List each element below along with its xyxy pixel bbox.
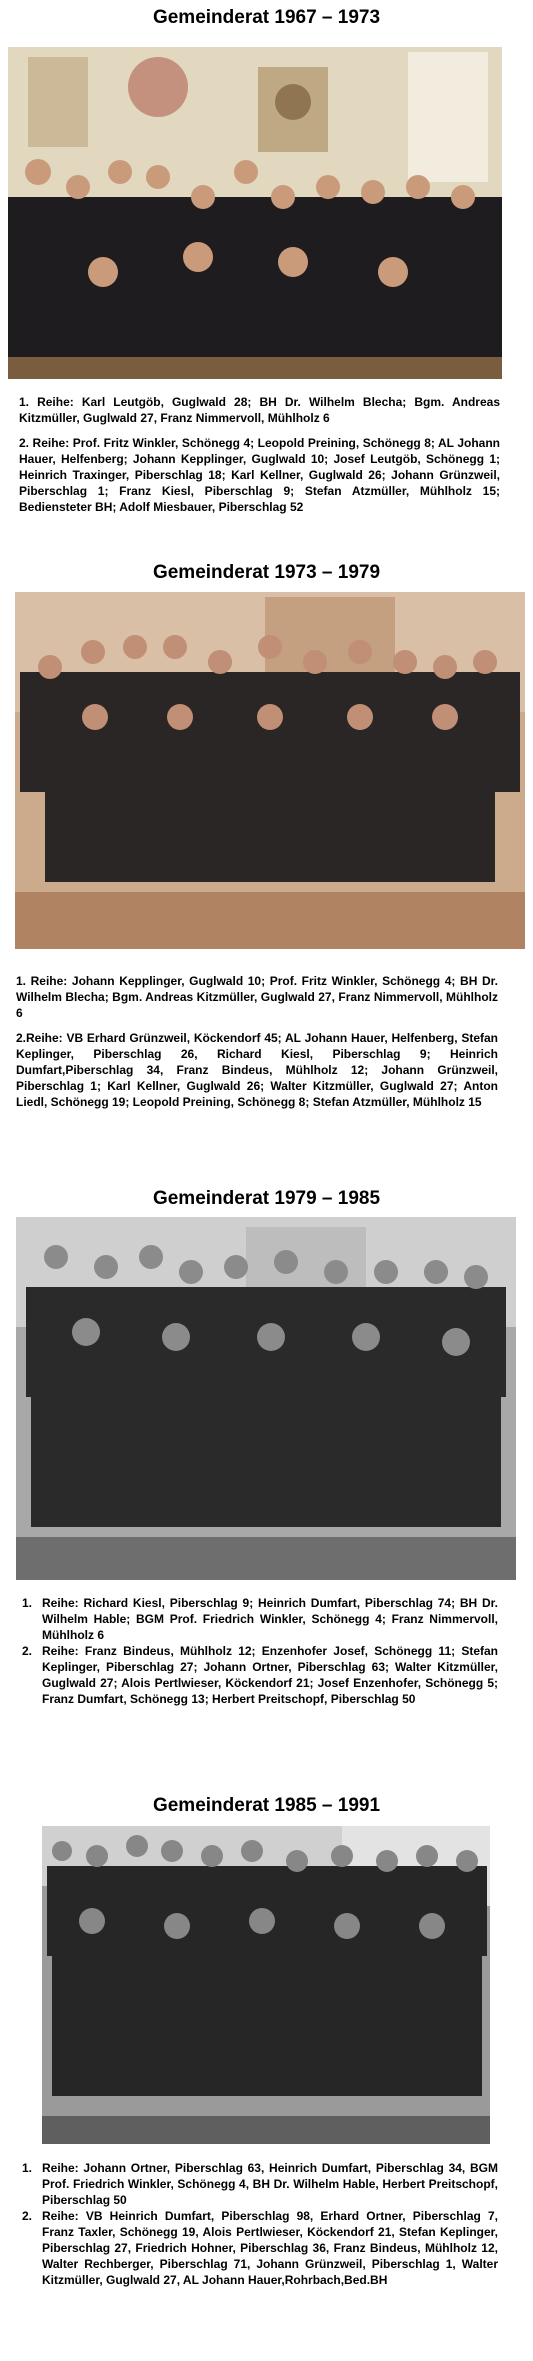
group-photo-1973 — [15, 592, 525, 949]
caption-row-2: 2. Reihe: Prof. Fritz Winkler, Schönegg 4; Leopold Preining, Schönegg 8; AL Johann Hauer, Helfenberg; Johann Kepplinger, Guglwald 10; Josef Leutgöb, Schönegg 1; Heinrich Traxinger, Piberschlag 18; Karl Kellner, Guglwald 26; Johann Grünzweil, Piberschlag 1; Franz Kiesl, Piberschlag 9; Stefan Atzmüller, Mühlholz 15; Bediensteter BH; Adolf Miesbauer, Piberschlag 52 — [19, 436, 500, 514]
caption-row-1: 1. Reihe: Johann Kepplinger, Guglwald 10; Prof. Fritz Winkler, Schönegg 4; BH Dr. Wilhelm Blecha; Bgm. Andreas Kitzmüller, Guglwald 27, Franz Nimmervoll, Mühlholz 6 — [16, 974, 498, 1020]
caption-1979 — [20, 1595, 498, 1707]
group-photo-1979 — [16, 1217, 516, 1580]
caption-row-1: 1. Reihe: Richard Kiesl, Piberschlag 9; Heinrich Dumfart, Piberschlag 74; BH Dr. Wilhelm Hable; BGM Prof. Friedrich Winkler, Schönegg 4; Franz Nimmervoll, Mühlholz 6 — [22, 1596, 498, 1642]
group-photo-1985 — [42, 1826, 490, 2144]
section-title-1985: Gemeinderat 1985 – 1991 — [152, 1795, 381, 1816]
caption-row-2: 2. Reihe: Franz Bindeus, Mühlholz 12; Enzenhofer Josef, Schönegg 11; Stefan Keplinger, Piberschlag 27; Johann Ortner, Piberschlag 63; Walter Kitzmüller, Guglwald 27; Alois Pertlwieser, Köckendorf 21; Josef Enzenhofer, Schönegg 5; Franz Dumfart, Schönegg 13; Herbert Preitschopf, Piberschlag 50 — [22, 1644, 498, 1706]
section-title-1967: Gemeinderat 1967 – 1973 — [152, 7, 381, 28]
caption-1985 — [20, 2160, 498, 2288]
caption-1967 — [19, 394, 500, 515]
caption-row-1: 1. Reihe: Johann Ortner, Piberschlag 63, Heinrich Dumfart, Piberschlag 34, BGM Prof. Friedrich Winkler, Schönegg 4, BH Dr. Wilhelm Hable, Herbert Preitschopf, Piberschlag 50 — [22, 2161, 498, 2207]
group-photo-1967 — [8, 47, 502, 379]
section-title-1979: Gemeinderat 1979 – 1985 — [152, 1188, 381, 1209]
caption-1973 — [16, 973, 498, 1110]
caption-row-2: 2. Reihe: VB Heinrich Dumfart, Piberschlag 98, Erhard Ortner, Piberschlag 7, Franz Taxler, Schönegg 19, Alois Pertlwieser, Köckendorf 21, Stefan Keplinger, Piberschlag 27, Friedrich Hohner, Piberschlag 36, Franz Bindeus, Mühlholz 12, Walter Rechberger, Piberschlag 71, Johann Grünzweil, Piberschlag 1, Walter Kitzmüller, Guglwald 27, AL Johann Hauer,Rohrbach,Bed.BH — [22, 2209, 498, 2287]
caption-row-2: 2.Reihe: VB Erhard Grünzweil, Köckendorf 45; AL Johann Hauer, Helfenberg, Stefan Keplinger, Piberschlag 26, Richard Kiesl, Piberschlag 9; Heinrich Dumfart,Piberschlag 34, Franz Bindeus, Mühlholz 12; Johann Grünzweil, Piberschlag 1; Karl Kellner, Guglwald 26; Walter Kitzmüller, Guglwald 27; Anton Liedl, Schönegg 19; Leopold Preining, Schönegg 8; Stefan Atzmüller, Mühlholz 15 — [16, 1031, 498, 1109]
section-title-1973: Gemeinderat 1973 – 1979 — [152, 562, 381, 583]
caption-row-1: 1. Reihe: Karl Leutgöb, Guglwald 28; BH Dr. Wilhelm Blecha; Bgm. Andreas Kitzmüller, Guglwald 27, Franz Nimmervoll, Mühlholz 6 — [19, 395, 500, 425]
